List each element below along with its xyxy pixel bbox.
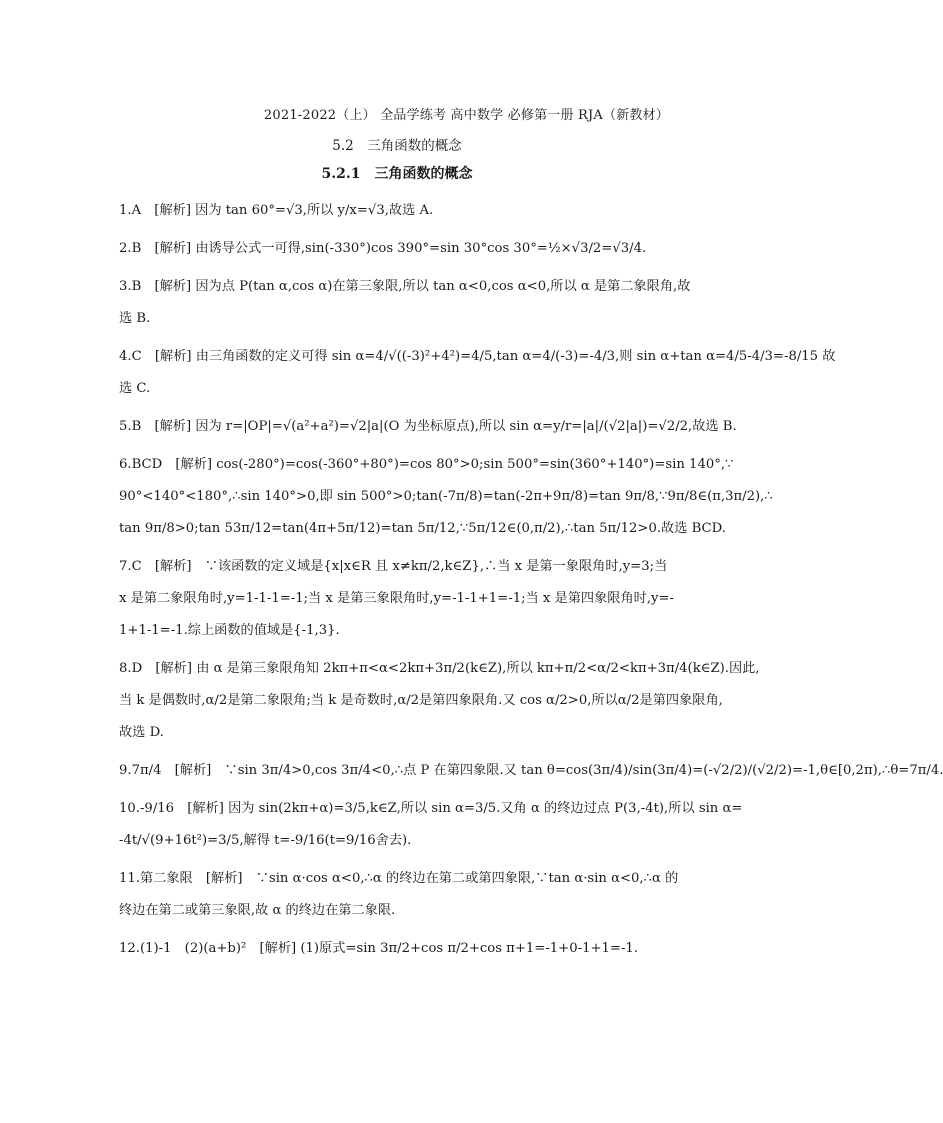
answer-item: [119, 758, 943, 796]
answer-line: 3.B [解析] 因为点 P(tan α,cos α)在第三象限,所以 tan α<0,cos α<0,所以 α 是第二象限角,故: [119, 279, 691, 294]
answer-item: [119, 936, 675, 974]
answer-line: 12.(1)-1 (2)(a+b)² [解析] (1)原式=sin 3π/2+cos π/2+cos π+1=-1+0-1+1=-1.: [119, 941, 638, 956]
answer-item: [119, 198, 675, 236]
answer-line: 2.B [解析] 由诱导公式一可得,sin(-330°)cos 390°=sin 30°cos 30°=½×√3/2=√3/4.: [119, 241, 647, 256]
subsection-title: 5.2.1 三角函数的概念: [321, 166, 473, 182]
answer-line: 1+1-1=-1.综上函数的值域是{-1,3}.: [119, 623, 340, 638]
answer-item: [119, 452, 773, 554]
answer-item: [119, 656, 760, 758]
answer-line: -4t/√(9+16t²)=3/5,解得 t=-9/16(t=9/16舍去).: [119, 833, 412, 848]
answer-line: 当 k 是偶数时,α/2是第二象限角;当 k 是奇数时,α/2是第四象限角.又 cos α/2>0,所以α/2是第四象限角,: [119, 693, 723, 708]
answer-line: 11.第二象限 [解析] ∵sin α·cos α<0,∴α 的终边在第二或第四象限,∵tan α·sin α<0,∴α 的: [119, 871, 679, 886]
answer-item: [119, 554, 675, 656]
answer-list: [119, 198, 943, 974]
answer-line: 90°<140°<180°,∴sin 140°>0,即 sin 500°>0;tan(-7π/8)=tan(-2π+9π/8)=tan 9π/8,∵9π/8∈(π,3π/2),∴: [119, 489, 773, 504]
answer-item: [119, 274, 691, 344]
answer-line: 选 C.: [119, 381, 151, 396]
answer-item: [119, 866, 679, 936]
answer-line: 选 B.: [119, 311, 151, 326]
answer-line: 9.7π/4 [解析] ∵sin 3π/4>0,cos 3π/4<0,∴点 P 在第四象限.又 tan θ=cos(3π/4)/sin(3π/4)=(-√2/2)/(√2/2)=-1,θ∈[0,2π),∴θ=7π/4.: [119, 763, 943, 778]
answer-line: 1.A [解析] 因为 tan 60°=√3,所以 y/x=√3,故选 A.: [119, 203, 434, 218]
answer-line: tan 9π/8>0;tan 53π/12=tan(4π+5π/12)=tan 5π/12,∵5π/12∈(0,π/2),∴tan 5π/12>0.故选 BCD.: [119, 521, 726, 536]
section-title: 5.2 三角函数的概念: [332, 138, 462, 154]
answer-line: 4.C [解析] 由三角函数的定义可得 sin α=4/√((-3)²+4²)=4/5,tan α=4/(-3)=-4/3,则 sin α+tan α=4/5-4/3=-8/15 故: [119, 349, 836, 364]
answer-line: 故选 D.: [119, 725, 164, 740]
answer-line: x 是第二象限角时,y=1-1-1=-1;当 x 是第三象限角时,y=-1-1+1=-1;当 x 是第四象限角时,y=-: [119, 591, 675, 606]
answer-line: 5.B [解析] 因为 r=|OP|=√(a²+a²)=√2|a|(O 为坐标原点),所以 sin α=y/r=|a|/(√2|a|)=√2/2,故选 B.: [119, 419, 737, 434]
answer-line: 10.-9/16 [解析] 因为 sin(2kπ+α)=3/5,k∈Z,所以 sin α=3/5.又角 α 的终边过点 P(3,-4t),所以 sin α=: [119, 801, 743, 816]
answer-line: 终边在第二或第三象限,故 α 的终边在第二象限.: [119, 903, 396, 918]
answer-item: [119, 796, 743, 866]
answer-line: 7.C [解析] ∵该函数的定义域是{x|x∈R 且 x≠kπ/2,k∈Z},∴当 x 是第一象限角时,y=3;当: [119, 559, 668, 574]
answer-item: [119, 414, 737, 452]
answer-line: 8.D [解析] 由 α 是第三象限角知 2kπ+π<α<2kπ+3π/2(k∈Z),所以 kπ+π/2<α/2<kπ+3π/4(k∈Z).因此,: [119, 661, 760, 676]
answer-item: [119, 236, 675, 274]
answer-line: 6.BCD [解析] cos(-280°)=cos(-360°+80°)=cos 80°>0;sin 500°=sin(360°+140°)=sin 140°,∵: [119, 457, 734, 472]
answer-item: [119, 344, 836, 414]
running-header: 2021-2022（上） 全品学练考 高中数学 必修第一册 RJA（新教材）: [263, 108, 669, 123]
